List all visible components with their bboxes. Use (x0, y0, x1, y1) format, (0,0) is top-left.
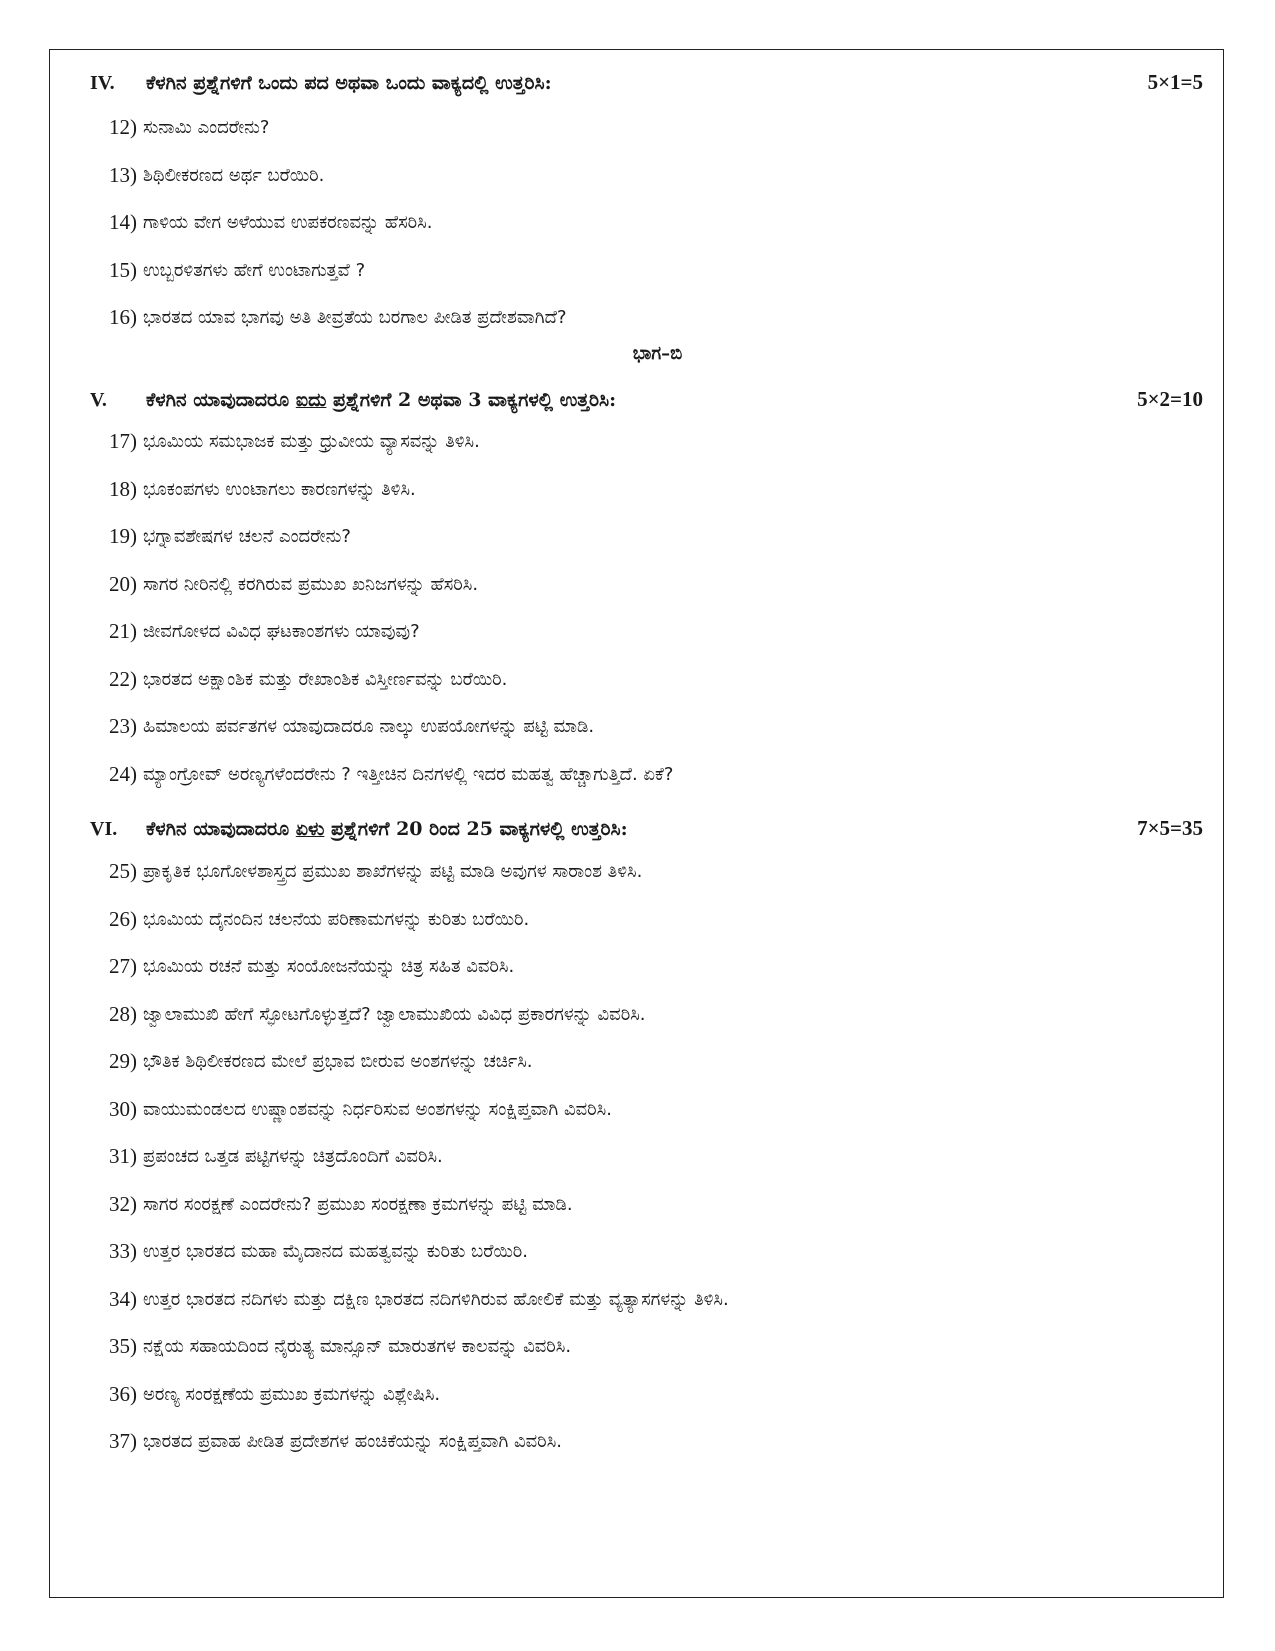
question-text: ವಾಯುಮಂಡಲದ ಉಷ್ಣಾಂಶವನ್ನು ನಿರ್ಧರಿಸುವ ಅಂಶಗಳನ್ನು ಸಂಕ್ಷಿಪ್ತವಾಗಿ ವಿವರಿಸಿ. (143, 1098, 612, 1120)
question-number: 21) (109, 619, 137, 644)
question-text: ಪ್ರಾಕೃತಿಕ ಭೂಗೋಳಶಾಸ್ತ್ರದ ಪ್ರಮುಖ ಶಾಖೆಗಳನ್ನು ಪಟ್ಟಿ ಮಾಡಿ ಅವುಗಳ ಸಾರಾಂಶ ತಿಳಿಸಿ. (143, 861, 643, 883)
question-text: ಗಾಳಿಯ ವೇಗ ಅಳೆಯುವ ಉಪಕರಣವನ್ನು ಹೆಸರಿಸಿ. (143, 212, 433, 234)
section-vi-instruction (146, 818, 1137, 840)
section-vi-number: VI. (90, 818, 118, 840)
question-item (109, 703, 1195, 751)
section-vi-questions (109, 848, 1195, 1466)
section-vi-marks: 7×5=35 (1137, 816, 1203, 840)
question-item (109, 513, 1195, 561)
question-number: 29) (109, 1049, 137, 1074)
section-vi-instr-post: ಪ್ರಶ್ನೆಗಳಿಗೆ 20 ರಿಂದ 25 ವಾಕ್ಯಗಳಲ್ಲಿ ಉತ್ತರಿಸಿ: (324, 818, 628, 840)
question-item (109, 1323, 1195, 1371)
section-vi-instr-pre: ಕೆಳಗಿನ ಯಾವುದಾದರೂ (146, 818, 296, 840)
section-v-instr-pre: ಕೆಳಗಿನ ಯಾವುದಾದರೂ (146, 389, 296, 411)
question-text: ಉಬ್ಬರಳಿತಗಳು ಹೇಗೆ ಉಂಟಾಗುತ್ತವೆ ? (143, 259, 366, 281)
question-number: 27) (109, 954, 137, 979)
question-text: ಭಾರತದ ಅಕ್ಷಾಂಶಿಕ ಮತ್ತು ರೇಖಾಂಶಿಕ ವಿಸ್ತೀರ್ಣವನ್ನು ಬರೆಯಿರಿ. (143, 668, 508, 690)
question-number: 35) (109, 1334, 137, 1359)
question-text: ಸಾಗರ ನೀರಿನಲ್ಲಿ ಕರಗಿರುವ ಪ್ರಮುಖ ಖನಿಜಗಳನ್ನು ಹೆಸರಿಸಿ. (143, 573, 479, 595)
section-v-number: V. (90, 389, 107, 411)
question-item (109, 1418, 1195, 1466)
question-item (109, 418, 1195, 466)
question-text: ಸಾಗರ ಸಂರಕ್ಷಣೆ ಎಂದರೇನು? ಪ್ರಮುಖ ಸಂರಕ್ಷಣಾ ಕ್ರಮಗಳನ್ನು ಪಟ್ಟಿ ಮಾಡಿ. (143, 1193, 573, 1215)
question-item (109, 991, 1195, 1039)
question-text: ಭೌತಿಕ ಶಿಥಿಲೀಕರಣದ ಮೇಲೆ ಪ್ರಭಾವ ಬೀರುವ ಅಂಶಗಳನ್ನು ಚರ್ಚಿಸಿ. (143, 1051, 533, 1073)
question-text: ಜ್ವಾಲಾಮುಖಿ ಹೇಗೆ ಸ್ಫೋಟಗೊಳ್ಳುತ್ತದೆ? ಜ್ವಾಲಾಮುಖಿಯ ವಿವಿಧ ಪ್ರಕಾರಗಳನ್ನು ವಿವರಿಸಿ. (143, 1003, 646, 1025)
question-text: ಉತ್ತರ ಭಾರತದ ಮಹಾ ಮೈದಾನದ ಮಹತ್ವವನ್ನು ಕುರಿತು ಬರೆಯಿರಿ. (143, 1241, 529, 1263)
section-iv-number: IV. (90, 72, 115, 94)
question-item (109, 943, 1195, 991)
section-v-instr-count: ಐದು (295, 389, 327, 411)
question-item (109, 1181, 1195, 1229)
question-number: 24) (109, 761, 137, 786)
question-number: 34) (109, 1286, 137, 1311)
section-iv-instruction: ಕೆಳಗಿನ ಪ್ರಶ್ನೆಗಳಿಗೆ ಒಂದು ಪದ ಅಥವಾ ಒಂದು ವಾಕ್ಯದಲ್ಲಿ ಉತ್ತರಿಸಿ: (146, 72, 552, 94)
section-vi-header (90, 816, 1203, 841)
question-text: ಮ್ಯಾಂಗ್ರೋವ್ ಅರಣ್ಯಗಳೆಂದರೇನು ? ಇತ್ತೀಚಿನ ದಿನಗಳಲ್ಲಿ ಇದರ ಮಹತ್ವ ಹೆಚ್ಚಾಗುತ್ತಿದೆ. ಏಕೆ? (143, 763, 674, 785)
question-item (109, 1086, 1195, 1134)
section-v-header (90, 387, 1203, 412)
question-number: 37) (109, 1429, 137, 1454)
question-number: 36) (109, 1381, 137, 1406)
question-number: 20) (109, 571, 137, 596)
question-text: ಸುನಾಮಿ ಎಂದರೇನು? (143, 117, 270, 139)
part-b-title: ಭಾಗ–ಬಿ (632, 343, 683, 364)
question-number: 19) (109, 524, 137, 549)
question-item (109, 1371, 1195, 1419)
question-item (109, 1276, 1195, 1324)
question-number: 33) (109, 1239, 137, 1264)
section-iv-header (90, 70, 1203, 95)
question-item (109, 896, 1195, 944)
question-number: 14) (109, 210, 137, 235)
question-number: 12) (109, 115, 137, 140)
question-item (109, 751, 1195, 799)
question-item (109, 294, 1195, 342)
question-number: 13) (109, 162, 137, 187)
question-text: ಭಾರತದ ಪ್ರವಾಹ ಪೀಡಿತ ಪ್ರದೇಶಗಳ ಹಂಚಿಕೆಯನ್ನು ಸಂಕ್ಷಿಪ್ತವಾಗಿ ವಿವರಿಸಿ. (143, 1431, 562, 1453)
question-text: ಭಾರತದ ಯಾವ ಭಾಗವು ಅತಿ ತೀವ್ರತೆಯ ಬರಗಾಲ ಪೀಡಿತ ಪ್ರದೇಶವಾಗಿದೆ? (143, 307, 567, 329)
question-text: ಭಗ್ನಾವಶೇಷಗಳ ಚಲನೆ ಎಂದರೇನು? (143, 526, 351, 548)
question-number: 30) (109, 1096, 137, 1121)
question-item (109, 1228, 1195, 1276)
question-number: 32) (109, 1191, 137, 1216)
question-item (109, 466, 1195, 514)
question-item (109, 561, 1195, 609)
question-text: ಶಿಥಿಲೀಕರಣದ ಅರ್ಥ ಬರೆಯಿರಿ. (143, 164, 325, 186)
question-text: ಅರಣ್ಯ ಸಂರಕ್ಷಣೆಯ ಪ್ರಮುಖ ಕ್ರಮಗಳನ್ನು ವಿಶ್ಲೇಷಿಸಿ. (143, 1383, 441, 1405)
section-v-questions (109, 418, 1195, 798)
question-text: ಉತ್ತರ ಭಾರತದ ನದಿಗಳು ಮತ್ತು ದಕ್ಷಿಣ ಭಾರತದ ನದಿಗಳಿಗಿರುವ ಹೋಲಿಕೆ ಮತ್ತು ವ್ಯತ್ಯಾಸಗಳನ್ನು ತಿಳಿಸಿ. (143, 1288, 729, 1310)
question-text: ಜೀವಗೋಳದ ವಿವಿಧ ಘಟಕಾಂಶಗಳು ಯಾವುವು? (143, 621, 420, 643)
question-number: 25) (109, 859, 137, 884)
section-vi-instr-count: ಏಳು (295, 818, 325, 840)
section-v-instr-post: ಪ್ರಶ್ನೆಗಳಿಗೆ 2 ಅಥವಾ 3 ವಾಕ್ಯಗಳಲ್ಲಿ ಉತ್ತರಿಸಿ: (326, 389, 617, 411)
question-number: 15) (109, 257, 137, 282)
question-item (109, 608, 1195, 656)
question-number: 18) (109, 476, 137, 501)
question-text: ಪ್ರಪಂಚದ ಒತ್ತಡ ಪಟ್ಟಿಗಳನ್ನು ಚಿತ್ರದೊಂದಿಗೆ ವಿವರಿಸಿ. (143, 1146, 443, 1168)
question-item (109, 152, 1195, 200)
question-text: ಭೂಮಿಯ ಸಮಭಾಜಕ ಮತ್ತು ಧ್ರುವೀಯ ವ್ಯಾಸವನ್ನು ತಿಳಿಸಿ. (143, 431, 480, 453)
question-text: ಭೂಕಂಪಗಳು ಉಂಟಾಗಲು ಕಾರಣಗಳನ್ನು ತಿಳಿಸಿ. (143, 478, 416, 500)
question-item (109, 1133, 1195, 1181)
question-item (109, 199, 1195, 247)
question-number: 31) (109, 1144, 137, 1169)
section-v-instruction (146, 389, 1137, 411)
question-number: 22) (109, 666, 137, 691)
question-number: 16) (109, 305, 137, 330)
question-text: ನಕ್ಷೆಯ ಸಹಾಯದಿಂದ ನೈರುತ್ಯ ಮಾನ್ಸೂನ್ ಮಾರುತಗಳ ಕಾಲವನ್ನು ವಿವರಿಸಿ. (143, 1336, 572, 1358)
question-number: 23) (109, 714, 137, 739)
question-number: 26) (109, 906, 137, 931)
question-item (109, 247, 1195, 295)
question-item (109, 656, 1195, 704)
question-item (109, 1038, 1195, 1086)
question-text: ಹಿಮಾಲಯ ಪರ್ವತಗಳ ಯಾವುದಾದರೂ ನಾಲ್ಕು ಉಪಯೋಗಳನ್ನು ಪಟ್ಟಿ ಮಾಡಿ. (143, 716, 595, 738)
question-number: 17) (109, 429, 137, 454)
question-item (109, 848, 1195, 896)
section-v-marks: 5×2=10 (1137, 387, 1203, 411)
question-text: ಭೂಮಿಯ ರಚನೆ ಮತ್ತು ಸಂಯೋಜನೆಯನ್ನು ಚಿತ್ರ ಸಹಿತ ವಿವರಿಸಿ. (143, 956, 515, 978)
question-text: ಭೂಮಿಯ ದೈನಂದಿನ ಚಲನೆಯ ಪರಿಣಾಮಗಳನ್ನು ಕುರಿತು ಬರೆಯಿರಿ. (143, 908, 530, 930)
section-iv-questions (109, 104, 1195, 342)
question-item (109, 104, 1195, 152)
question-number: 28) (109, 1001, 137, 1026)
section-iv-marks: 5×1=5 (1147, 70, 1203, 94)
